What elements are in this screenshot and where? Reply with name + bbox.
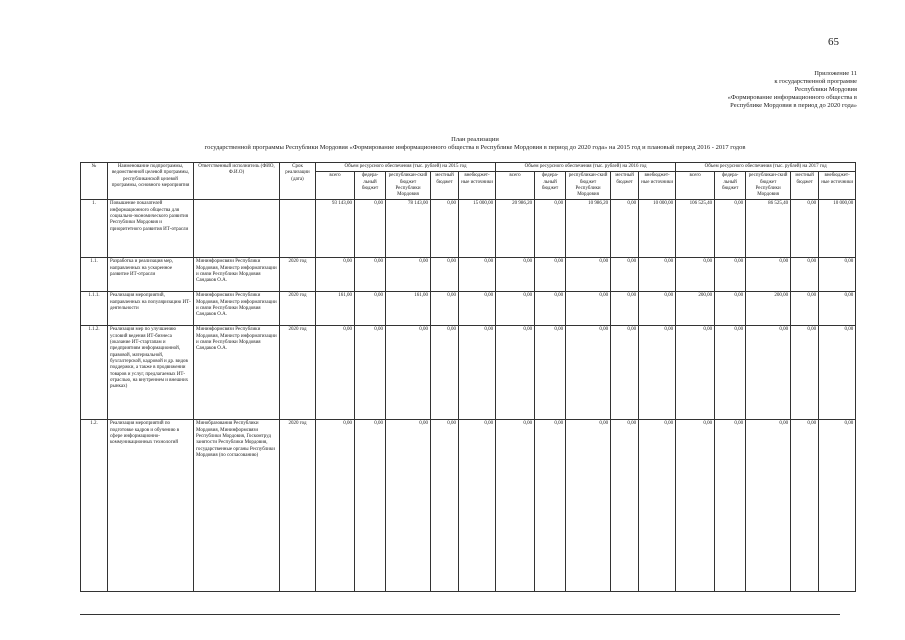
value-cell: 10 000,00 bbox=[639, 200, 676, 258]
appendix-line: Приложение 11 bbox=[814, 70, 857, 77]
table-header-row bbox=[81, 163, 856, 172]
appendix-line: Республике Мордовия в период до 2020 года» bbox=[730, 102, 857, 109]
appendix-line: «Формирование информационного общества в bbox=[727, 94, 857, 101]
header-group-2017: Объем ресурсного обеспечения (тыс. рублей) на 2017 год bbox=[676, 163, 856, 172]
page-number: 65 bbox=[828, 36, 839, 48]
table-row bbox=[81, 258, 856, 292]
value-cell: 0,00 bbox=[819, 292, 856, 326]
value-cell: 0,00 bbox=[746, 326, 791, 420]
value-cell: 0,00 bbox=[459, 326, 496, 420]
row-number-cell: 1.1.2. bbox=[81, 326, 108, 420]
row-number-cell: 1.2. bbox=[81, 420, 108, 592]
appendix-line: Республики Мордовия bbox=[794, 86, 857, 93]
document-title: План реализации bbox=[451, 136, 499, 143]
row-name-cell: Реализация мероприятий по подготовке кадров и обучению в сфере информационно-коммуникационных технологий bbox=[108, 420, 194, 592]
row-name-cell: Реализация мер по улучшению условий ведения ИТ-бизнеса (оказание ИТ-стартапам и предприятиям информационной, правовой, материальной, бухгалтерской, кадровой и др. видов поддержки, а также в продвижении товаров и услуг, предлагаемых ИТ-отраслью, на внутреннем и внешних рынках) bbox=[108, 326, 194, 420]
header-federal: федера-льный бюджет bbox=[715, 172, 746, 200]
value-cell: 0,00 bbox=[431, 292, 459, 326]
header-republic: республикан-ский бюджет Республики Мордовия bbox=[746, 172, 791, 200]
value-cell: 0,00 bbox=[431, 326, 459, 420]
value-cell: 0,00 bbox=[746, 420, 791, 592]
value-cell: 0,00 bbox=[386, 258, 431, 292]
value-cell: 0,00 bbox=[355, 292, 386, 326]
value-cell: 0,00 bbox=[459, 420, 496, 592]
value-cell: 20 986,20 bbox=[496, 200, 535, 258]
header-num: № bbox=[81, 163, 108, 200]
value-cell: 78 143,00 bbox=[386, 200, 431, 258]
value-cell: 0,00 bbox=[639, 420, 676, 592]
appendix-note bbox=[627, 70, 857, 110]
value-cell: 0,00 bbox=[819, 258, 856, 292]
header-local: местный бюджет bbox=[431, 172, 459, 200]
value-cell: 0,00 bbox=[791, 200, 819, 258]
value-cell: 0,00 bbox=[535, 292, 566, 326]
value-cell: 0,00 bbox=[715, 292, 746, 326]
row-name-cell: Реализация мероприятий, направленных на популяризацию ИТ-деятельности bbox=[108, 292, 194, 326]
value-cell: 0,00 bbox=[316, 420, 355, 592]
value-cell: 10 986,20 bbox=[566, 200, 611, 258]
value-cell: 0,00 bbox=[386, 326, 431, 420]
value-cell: 0,00 bbox=[791, 292, 819, 326]
header-federal: федера-льный бюджет bbox=[355, 172, 386, 200]
value-cell: 0,00 bbox=[746, 258, 791, 292]
value-cell: 0,00 bbox=[355, 258, 386, 292]
value-cell: 10 000,00 bbox=[819, 200, 856, 258]
header-total: всего bbox=[676, 172, 715, 200]
value-cell: 0,00 bbox=[611, 258, 639, 292]
value-cell: 0,00 bbox=[611, 200, 639, 258]
value-cell: 0,00 bbox=[535, 200, 566, 258]
value-cell: 0,00 bbox=[316, 258, 355, 292]
plan-table bbox=[80, 162, 856, 592]
value-cell: 0,00 bbox=[535, 258, 566, 292]
value-cell: 161,00 bbox=[386, 292, 431, 326]
row-responsible-cell: Мининформсвязи Республики Мордовия, Министр информатизации и связи Республики Мордовия Сандаков О.А. bbox=[194, 292, 280, 326]
value-cell: 0,00 bbox=[715, 326, 746, 420]
value-cell: 0,00 bbox=[566, 420, 611, 592]
header-local: местный бюджет bbox=[791, 172, 819, 200]
value-cell: 0,00 bbox=[431, 200, 459, 258]
header-extra: внебюджет-ные источники bbox=[639, 172, 676, 200]
header-total: всего bbox=[496, 172, 535, 200]
document-subtitle: государственной программы Республики Мордовия «Формирование информационного общества в Республике Мордовия в период до 2020 года» на 2015 год и плановый период 2016 - 2017 годов bbox=[204, 144, 746, 151]
value-cell: 0,00 bbox=[639, 326, 676, 420]
header-term: Срок реализации (дата) bbox=[280, 163, 316, 200]
value-cell: 0,00 bbox=[496, 420, 535, 592]
row-name-cell: Разработка и реализация мер, направленных на ускоренное развитие ИТ-отрасли bbox=[108, 258, 194, 292]
row-term-cell: 2020 год bbox=[280, 292, 316, 326]
value-cell: 0,00 bbox=[431, 258, 459, 292]
value-cell: 0,00 bbox=[459, 258, 496, 292]
row-responsible-cell: Минобразования Республики Мордовия, Мининформсвязи Республики Мордовия, Госкомтруд занятости Республики Мордовия, государственные органы Республики Мордовия (по согласованию) bbox=[194, 420, 280, 592]
value-cell: 0,00 bbox=[639, 258, 676, 292]
value-cell: 0,00 bbox=[715, 258, 746, 292]
header-republic: республикан-ский бюджет Республики Мордовия bbox=[566, 172, 611, 200]
value-cell: 0,00 bbox=[676, 258, 715, 292]
header-group-2016: Объем ресурсного обеспечения (тыс. рублей) на 2016 год bbox=[496, 163, 676, 172]
header-total: всего bbox=[316, 172, 355, 200]
table-bottom-rule bbox=[80, 614, 840, 615]
value-cell: 0,00 bbox=[316, 326, 355, 420]
row-number-cell: 1.1.1. bbox=[81, 292, 108, 326]
value-cell: 93 143,00 bbox=[316, 200, 355, 258]
header-extra: внебюджет-ные источники bbox=[819, 172, 856, 200]
value-cell: 0,00 bbox=[535, 420, 566, 592]
value-cell: 86 525,40 bbox=[746, 200, 791, 258]
value-cell: 0,00 bbox=[791, 258, 819, 292]
value-cell: 0,00 bbox=[355, 200, 386, 258]
value-cell: 0,00 bbox=[496, 292, 535, 326]
value-cell: 0,00 bbox=[611, 292, 639, 326]
header-local: местный бюджет bbox=[611, 172, 639, 200]
value-cell: 0,00 bbox=[496, 326, 535, 420]
value-cell: 0,00 bbox=[639, 292, 676, 326]
table-row bbox=[81, 420, 856, 592]
value-cell: 0,00 bbox=[535, 326, 566, 420]
row-term-cell: 2020 год bbox=[280, 258, 316, 292]
value-cell: 0,00 bbox=[611, 326, 639, 420]
table-row bbox=[81, 326, 856, 420]
value-cell: 15 000,00 bbox=[459, 200, 496, 258]
value-cell: 0,00 bbox=[611, 420, 639, 592]
row-responsible-cell bbox=[194, 200, 280, 258]
row-responsible-cell: Мининформсвязи Республики Мордовия, Министр информатизации и связи Республики Мордовия Сандаков О.А. bbox=[194, 258, 280, 292]
value-cell: 200,00 bbox=[746, 292, 791, 326]
value-cell: 106 525,40 bbox=[676, 200, 715, 258]
value-cell: 0,00 bbox=[715, 200, 746, 258]
value-cell: 161,00 bbox=[316, 292, 355, 326]
value-cell: 0,00 bbox=[496, 258, 535, 292]
value-cell: 0,00 bbox=[791, 420, 819, 592]
row-responsible-cell: Мининформсвязи Республики Мордовия, Министр информатизации и связи Республики Мордовия Сандаков О.А. bbox=[194, 326, 280, 420]
header-extra: внебюджет-ные источники bbox=[459, 172, 496, 200]
header-federal: федера-льный бюджет bbox=[535, 172, 566, 200]
value-cell: 0,00 bbox=[355, 420, 386, 592]
header-republic: республикан-ский бюджет Республики Мордовия bbox=[386, 172, 431, 200]
row-term-cell: 2020 год bbox=[280, 420, 316, 592]
value-cell: 200,00 bbox=[676, 292, 715, 326]
value-cell: 0,00 bbox=[431, 420, 459, 592]
value-cell: 0,00 bbox=[819, 326, 856, 420]
value-cell: 0,00 bbox=[355, 326, 386, 420]
row-number-cell: 1.1. bbox=[81, 258, 108, 292]
appendix-line: к государственной программе bbox=[774, 78, 857, 85]
value-cell: 0,00 bbox=[676, 420, 715, 592]
value-cell: 0,00 bbox=[386, 420, 431, 592]
value-cell: 0,00 bbox=[566, 258, 611, 292]
header-name: Наименование подпрограммы, ведомственной целевой программы, республиканской целевой программы, основного мероприятия bbox=[108, 163, 194, 200]
value-cell: 0,00 bbox=[791, 326, 819, 420]
value-cell: 0,00 bbox=[566, 326, 611, 420]
value-cell: 0,00 bbox=[819, 420, 856, 592]
value-cell: 0,00 bbox=[676, 326, 715, 420]
value-cell: 0,00 bbox=[566, 292, 611, 326]
header-responsible: Ответственный исполнитель (ФИО, Ф.И.О) bbox=[194, 163, 280, 200]
header-group-2015: Объем ресурсного обеспечения (тыс. рублей) на 2015 год bbox=[316, 163, 496, 172]
table-row bbox=[81, 200, 856, 258]
row-term-cell: 2020 год bbox=[280, 326, 316, 420]
value-cell: 0,00 bbox=[715, 420, 746, 592]
row-term-cell bbox=[280, 200, 316, 258]
row-name-cell: Повышение показателей информационного общества для социально-экономического развития Республики Мордовия и приоритетного развития ИТ-отрасли bbox=[108, 200, 194, 258]
value-cell: 0,00 bbox=[459, 292, 496, 326]
table-row bbox=[81, 292, 856, 326]
row-number-cell: 1. bbox=[81, 200, 108, 258]
